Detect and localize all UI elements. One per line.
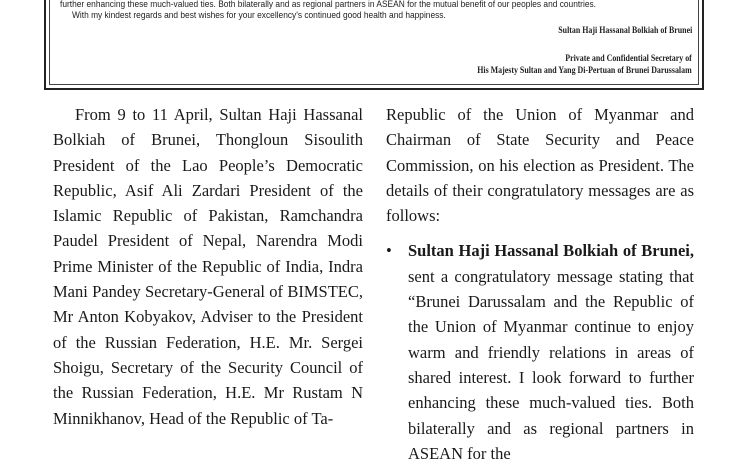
letter-text-line: With my kindest regards and best wishes for your excellency's continued good health and happiness.	[72, 10, 446, 20]
article-paragraph: Republic of the Union of Myanmar and Chairman of State Security and Peace Commission, on his election as President. The details of their congratulatory messages are as follows:	[386, 105, 694, 226]
letter-inner-border	[49, 0, 699, 85]
bullet-message-text: sent a congratulatory message stating that “Brunei Darussalam and the Republic of the Union of Myanmar continue to enjoy warm and friendly relations in areas of shared interest. I look forward to further enhancing these much-valued ties. Both bilaterally and as regional partners in ASEAN for the	[408, 266, 694, 463]
letter-text-line: further enhancing these much-valued ties. Both bilaterally and as regional partners in ASEAN for the mutual benefit of our peoples and countries.	[60, 0, 596, 9]
letter-secretary-title: Private and Confidential Secretary of	[565, 53, 692, 63]
bullet-icon: •	[386, 241, 392, 261]
message-bullet-item	[386, 238, 694, 466]
letter-signatory: Sultan Haji Hassanal Bolkiah of Brunei	[557, 25, 692, 35]
article-paragraph: From 9 to 11 April, Sultan Haji Hassanal Bolkiah of Brunei, Thongloun Sisoulith President of the Lao People’s Democratic Republic, Asif Ali Zardari President of the Islamic Republic of Pakistan, Ramchandra Paudel President of Nepal, Narendra Modi Prime Minister of the Republic of India, Indra Mani Pandey Secretary-General of BIMSTEC, Mr Anton Kobyakov, Adviser to the President of the Russian Federation, H.E. Mr. Sergei Shoigu, Secretary of the Security Council of the Russian Federation, H.E. Mr Rustam N Minnikhanov, Head of the Republic of Ta-	[53, 105, 363, 428]
congratulatory-letter-box	[44, 0, 704, 90]
article-right-column	[386, 102, 694, 466]
bullet-sender-name: Sultan Haji Hassanal Bolkiah of Brunei,	[408, 241, 694, 261]
letter-secretary-office: His Majesty Sultan and Yang Di-Pertuan of Brunei Darussalam	[477, 65, 692, 75]
article-left-column	[53, 102, 363, 431]
